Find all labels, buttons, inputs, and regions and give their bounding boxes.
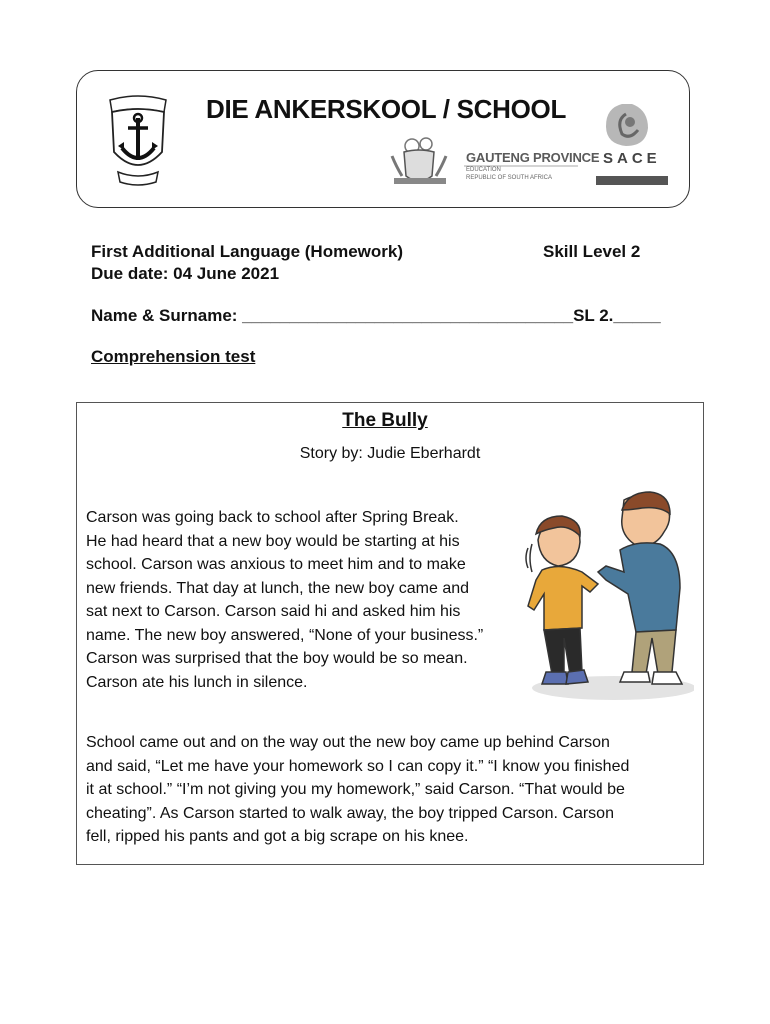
section-heading: Comprehension test [91, 347, 256, 366]
name-surname-field[interactable]: Name & Surname: ___________________________________SL 2._____ [91, 306, 661, 325]
school-crest-icon [104, 92, 172, 188]
gauteng-department: EDUCATION [466, 167, 501, 173]
story-paragraph-2 [86, 731, 696, 849]
paragraph-line: fell, ripped his pants and got a big scrape on his knee. [86, 828, 469, 845]
paragraph-line: Carson was going back to school after Spring Break. [86, 509, 459, 526]
story-title: The Bully [342, 410, 428, 431]
paragraph-line: school. Carson was anxious to meet him and to make [86, 556, 466, 573]
gauteng-country: REPUBLIC OF SOUTH AFRICA [466, 175, 553, 181]
paragraph-line: School came out and on the way out the new boy came up behind Carson [86, 734, 610, 751]
subject-line: First Additional Language (Homework) [91, 242, 403, 261]
school-title: DIE ANKERSKOOL / SCHOOL [206, 94, 567, 124]
gauteng-province-name: GAUTENG PROVINCE [466, 150, 600, 165]
story-paragraph-1 [86, 506, 531, 694]
bully-illustration [524, 488, 694, 702]
paragraph-line: Carson was surprised that the boy would be so mean. [86, 650, 468, 667]
paragraph-line: and said, “Let me have your homework so I can copy it.” “I know you finished [86, 757, 630, 775]
story-author: Story by: Judie Eberhardt [299, 445, 481, 462]
paragraph-line: Carson ate his lunch in silence. [86, 673, 308, 691]
sace-logo-icon [596, 100, 670, 188]
sace-tagline-bar [596, 176, 668, 185]
paragraph-line: He had heard that a new boy would be starting at his [86, 532, 460, 550]
paragraph-line: new friends. That day at lunch, the new boy came and [86, 579, 470, 597]
sace-name: SACE [603, 150, 661, 167]
paragraph-line: cheating”. As Carson started to walk away, the boy tripped Carson. Carson [86, 804, 614, 822]
paragraph-line: it at school.” “I’m not giving you my homework,” said Carson. “That would be [86, 781, 625, 798]
paragraph-line: sat next to Carson. Carson said hi and asked him his [86, 603, 461, 620]
due-date: Due date: 04 June 2021 [91, 264, 280, 283]
skill-level: Skill Level 2 [543, 242, 641, 261]
paragraph-line: name. The new boy answered, “None of your business.” [86, 626, 484, 644]
